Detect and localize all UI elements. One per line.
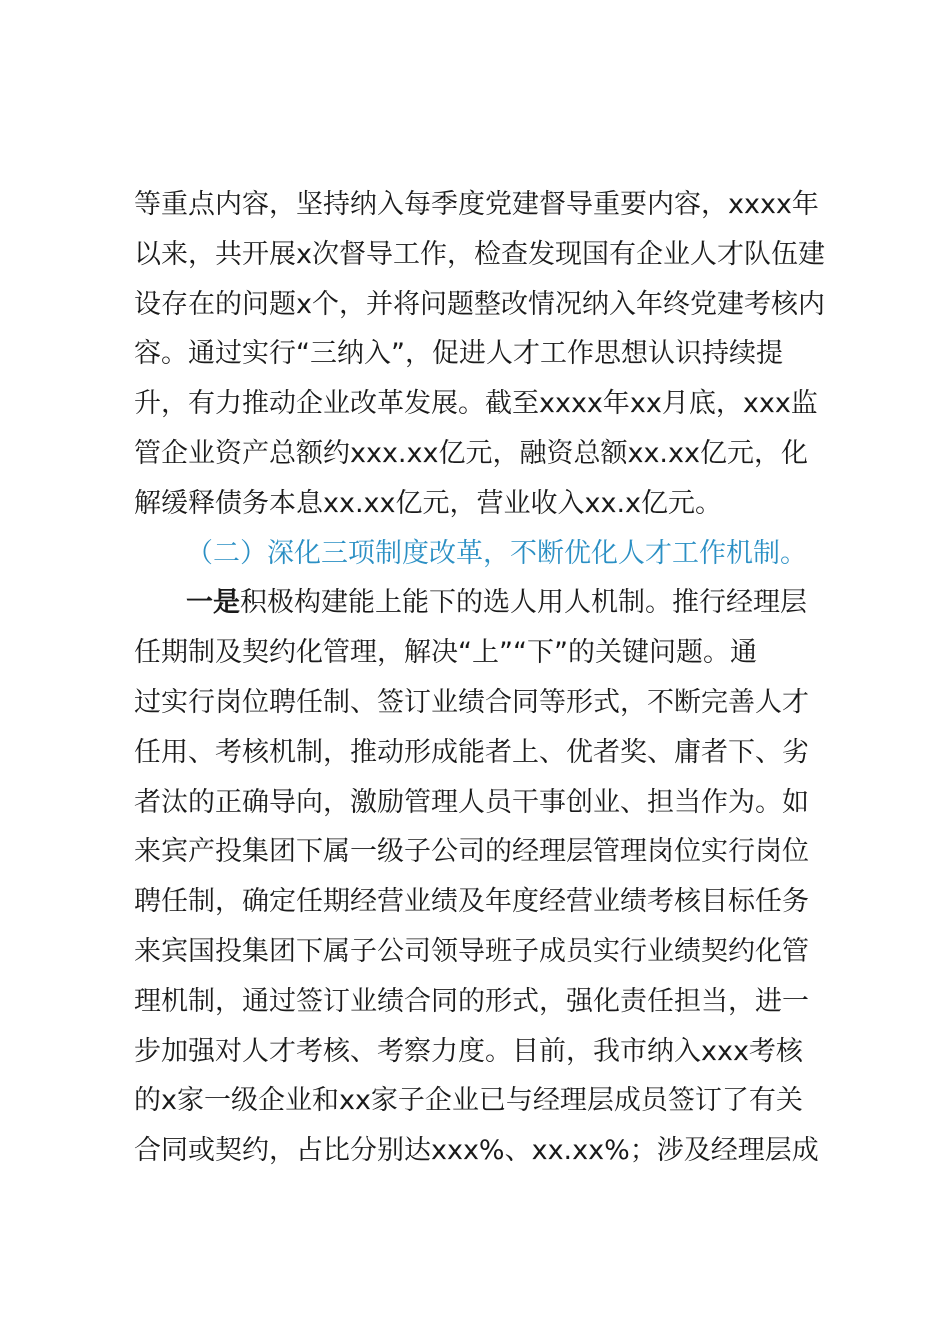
paragraph-line: 来宾国投集团下属子公司领导班子成员实行业绩契约化管 [134,935,809,967]
paragraph-line: 合同或契约，占比分别达xxx%、xx.xx%；涉及经理层成 [134,1135,819,1167]
paragraph-line: 解缓释债务本息xx.xx亿元，营业收入xx.x亿元。 [134,487,723,519]
paragraph-1 [134,180,850,529]
paragraph-line: 任用、考核机制，推动形成能者上、优者奖、庸者下、劣 [134,736,809,768]
paragraph-line: 管企业资产总额约xxx.xx亿元，融资总额xx.xx亿元，化 [134,437,808,469]
paragraph-line: 容。通过实行“三纳入”，促进人才工作思想认识持续提 [134,338,783,370]
paragraph-first-line-text: 积极构建能上能下的选人用人机制。推行经理层 [240,587,807,619]
paragraph-line: 设存在的问题x个，并将问题整改情况纳入年终党建考核内 [134,288,825,320]
paragraph-first-line [134,578,850,628]
document-body [134,180,850,1176]
paragraph-line: 来宾产投集团下属一级子公司的经理层管理岗位实行岗位 [134,836,809,868]
paragraph-lead: 一是 [186,587,240,619]
paragraph-line: 以来，共开展x次督导工作，检查发现国有企业人才队伍建 [134,238,825,270]
paragraph-line: 者汰的正确导向，激励管理人员干事创业、担当作为。如 [134,786,809,818]
paragraph-line: 任期制及契约化管理，解决“上”“下”的关键问题。通 [134,637,757,669]
paragraph-line: 聘任制，确定任期经营业绩及年度经营业绩考核目标任务 [134,886,809,918]
paragraph-line: 过实行岗位聘任制、签订业绩合同等形式，不断完善人才 [134,686,809,718]
section-heading: （二）深化三项制度改革，不断优化人才工作机制。 [186,537,807,569]
paragraph-line: 理机制，通过签订业绩合同的形式，强化责任担当，进一 [134,985,809,1017]
paragraph-line: 等重点内容，坚持纳入每季度党建督导重要内容，xxxx年 [134,189,819,220]
paragraph-line: 步加强对人才考核、考察力度。目前，我市纳入xxx考核 [134,1035,803,1067]
paragraph-line: 的x家一级企业和xx家子企业已与经理层成员签订了有关 [134,1085,803,1117]
paragraph-line: 升，有力推动企业改革发展。截至xxxx年xx月底，xxx监 [134,388,818,420]
paragraph-2 [134,578,850,1176]
